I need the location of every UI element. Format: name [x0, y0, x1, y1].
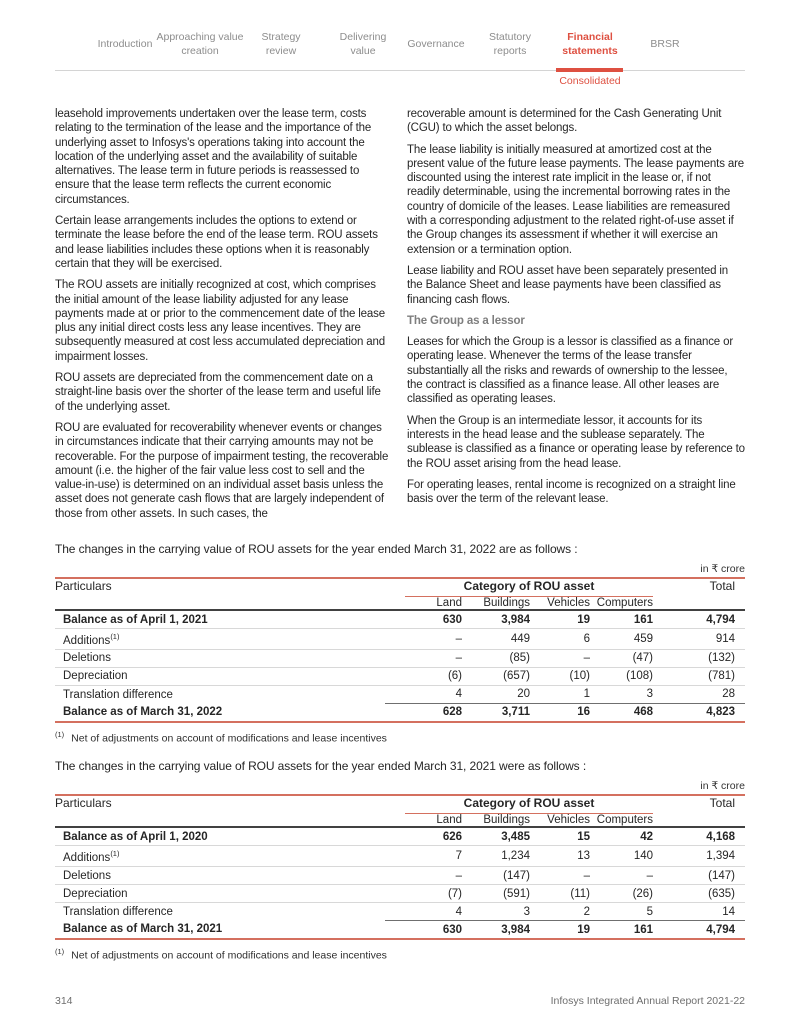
table-row: Translation difference 4 3 2 5 14 — [55, 903, 745, 921]
paragraph: ROU are evaluated for recoverability whenever events or changes in circumstances indicate that their carrying amounts may not be recoverable. For the purpose of impairment testing, the recoverable amount (i.e. the higher of the fair value less cost to sell and the value-in-use) is determined on an individual asset basis unless the asset does not generate cash flows that are largely independent of those from other assets. In such cases, the — [55, 421, 389, 520]
rou-table-2021 — [55, 794, 745, 940]
nav-sub-item-consolidated[interactable]: Consolidated — [559, 75, 621, 87]
lessor-section-heading: The Group as a lessor — [407, 314, 525, 327]
paragraph: Certain lease arrangements includes the options to extend or terminate the lease before the end of the lease term. ROU assets and lease liabilities includes these options when it is reasonably certain that they will be exercised. — [55, 215, 378, 270]
page-number: 314 — [55, 995, 73, 1007]
paragraph: Lease liability and ROU asset have been separately presented in the Balance Sheet and lease payments have been classified as financing cash flows. — [407, 264, 729, 306]
col-header-particulars: Particulars — [55, 796, 112, 811]
table-row: Balance as of April 1, 2021 630 3,984 19 161 4,794 — [55, 610, 745, 629]
nav-item-introduction[interactable]: Introduction — [97, 38, 153, 51]
nav-divider — [55, 70, 745, 71]
nav-item-financial-statements[interactable]: Financial statements — [562, 31, 618, 57]
nav-item-brsr[interactable]: BRSR — [650, 38, 680, 51]
col-header-buildings: Buildings — [483, 814, 530, 827]
col-header-land: Land — [436, 814, 462, 827]
paragraph: The lease liability is initially measured at amortized cost at the present value of the future lease payments. The lease payments are discounted using the interest rate implicit in the lease or, if not readily determinable, using the incremental borrowing rates in the country of domicile of the leases. Lease liabilities are remeasured with a corresponding adjustment to the related right-of-use asset if the Group changes its assessment if whether it will exercise an extension or a termination option. — [407, 143, 745, 256]
rou-table-2022 — [55, 577, 745, 723]
table-row: Balance as of April 1, 2020 626 3,485 15 42 4,168 — [55, 827, 745, 846]
rou-tables-section — [55, 542, 745, 962]
paragraph: For operating leases, rental income is recognized on a straight line basis over the term of the relevant lease. — [407, 478, 736, 506]
paragraph: leasehold improvements undertaken over the lease term, costs relating to the termination of the lease and the importance of the underlying asset to Infosys's operations taking into account the location of the underlying asset and the availability of suitable alternatives. The lease term in future periods is reassessed to ensure that the lease term reflects the current economic circumstances. — [55, 108, 372, 206]
table-row: Additions$^{(1)}$ – 449 6 459 914 — [55, 629, 745, 650]
table-intro-2021: The changes in the carrying value of ROU assets for the year ended March 31, 2021 were as follows : — [55, 759, 587, 774]
col-header-buildings: Buildings — [483, 597, 530, 609]
paragraph: The ROU assets are initially recognized at cost, which comprises the initial amount of the lease liability adjusted for any lease payments made at or prior to the commencement date of the lease plus any initial direct costs less any lease incentives. They are subsequently measured at cost less accumulated depreciation and impairment losses. — [55, 279, 386, 363]
paragraph: ROU assets are depreciated from the commencement date on a straight-line basis over the shorter of the lease term and useful life of the underlying asset. — [55, 372, 381, 413]
footnote: $^{(1)}$ Net of adjustments on account of modifications and lease incentives — [55, 729, 387, 745]
col-header-computers: Computers — [596, 814, 654, 827]
footnote: $^{(1)}$ Net of adjustments on account of modifications and lease incentives — [55, 947, 387, 962]
nav-item-governance[interactable]: Governance — [407, 38, 465, 51]
nav-item-strategy-review[interactable]: Strategy review — [261, 31, 301, 57]
col-header-computers: Computers — [596, 597, 654, 609]
paragraph: recoverable amount is determined for the Cash Generating Unit (CGU) to which the asset belongs. — [407, 108, 722, 135]
col-header-total: Total — [709, 796, 736, 811]
active-nav-underline — [556, 68, 623, 72]
unit-label: in ₹ crore — [700, 563, 745, 575]
col-header-land: Land — [436, 597, 462, 609]
col-header-vehicles: Vehicles — [547, 814, 590, 827]
paragraph: When the Group is an intermediate lessor, it accounts for its interests in the head lease and the sublease separately. The sublease is classified as a finance or operating lease by reference to the ROU asset arising from the head lease. — [407, 414, 745, 470]
body-columns — [55, 107, 745, 528]
nav-item-delivering-value[interactable]: Delivering value — [339, 31, 387, 57]
col-header-category: Category of ROU asset — [385, 795, 653, 814]
table-row: Deletions – (147) – – (147) — [55, 867, 745, 885]
nav-item-statutory-reports[interactable]: Statutory reports — [488, 31, 532, 57]
page-footer — [55, 995, 745, 1007]
table-row: Depreciation (6) (657) (10) (108) (781) — [55, 667, 745, 685]
paragraph: Leases for which the Group is a lessor is classified as a finance or operating lease. Whenever the terms of the lease transfer substantially all the risks and rewards of ownership to the lessee, the contract is classified as a finance lease. All other leases are classified as operating leases. — [407, 336, 734, 406]
unit-label: in ₹ crore — [700, 780, 745, 793]
report-title: Infosys Integrated Annual Report 2021-22 — [550, 995, 745, 1007]
col-header-vehicles: Vehicles — [547, 597, 590, 609]
table-row: Depreciation (7) (591) (11) (26) (635) — [55, 885, 745, 903]
table-row: Additions$^{(1)}$ 7 1,234 13 140 1,394 — [55, 846, 745, 867]
body-left-column — [55, 107, 393, 528]
col-header-category: Category of ROU asset — [385, 578, 653, 597]
table-total-row: Balance as of March 31, 2021 630 3,984 19 161 4,794 — [55, 921, 745, 940]
body-right-column — [407, 107, 745, 528]
nav-item-approaching-value-creation[interactable]: Approaching value creation — [156, 31, 244, 57]
col-header-particulars: Particulars — [55, 579, 112, 593]
table-row: Deletions – (85) – (47) (132) — [55, 649, 745, 667]
table-intro-2022: The changes in the carrying value of ROU assets for the year ended March 31, 2022 are as follows : — [55, 542, 578, 556]
table-row: Translation difference 4 20 1 3 28 — [55, 685, 745, 703]
col-header-total: Total — [709, 579, 736, 593]
table-total-row: Balance as of March 31, 2022 628 3,711 16 468 4,823 — [55, 703, 745, 722]
